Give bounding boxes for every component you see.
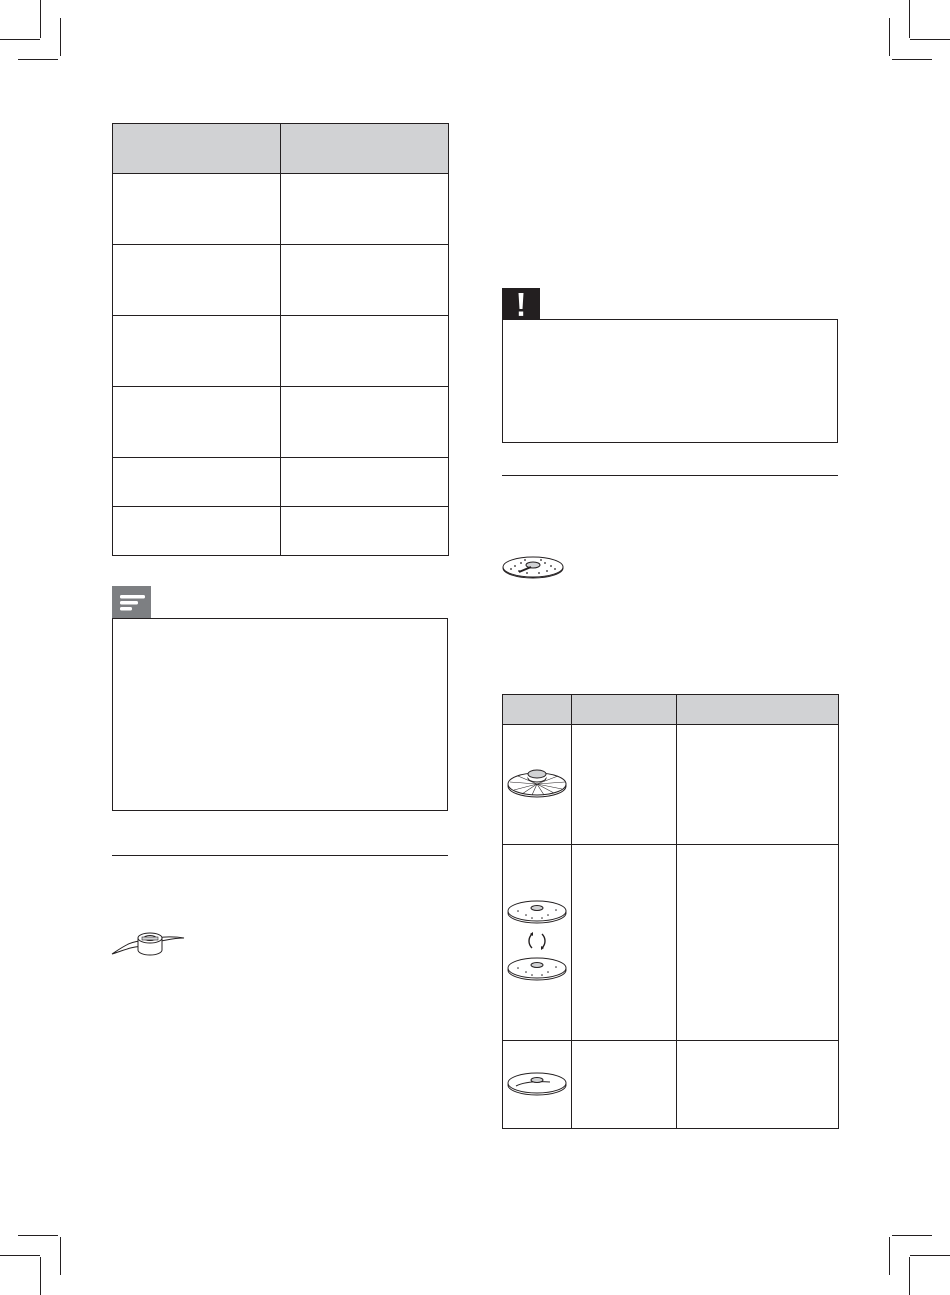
table-header-cell xyxy=(503,695,572,725)
table-cell xyxy=(113,174,281,245)
section-divider xyxy=(502,475,838,476)
crop-mark xyxy=(40,0,41,38)
note-icon xyxy=(112,586,151,619)
note-tab xyxy=(112,586,151,619)
crop-mark xyxy=(910,39,950,40)
crop-mark xyxy=(909,1257,910,1295)
note-box xyxy=(112,618,448,811)
table-row xyxy=(503,725,839,845)
crop-mark xyxy=(60,18,61,56)
table-cell xyxy=(281,245,449,316)
table-cell xyxy=(113,245,281,316)
exclamation-icon xyxy=(502,288,540,320)
reversible-disc-icon xyxy=(506,898,568,984)
table-cell xyxy=(113,387,281,458)
crop-mark xyxy=(910,1255,950,1256)
caution-tab xyxy=(502,288,540,320)
table-header-cell xyxy=(572,695,677,725)
caution-box xyxy=(502,319,838,443)
table-cell xyxy=(281,316,449,387)
slicing-disc-icon xyxy=(506,1068,568,1098)
crop-mark xyxy=(892,1235,932,1236)
speed-table xyxy=(112,123,449,556)
table-header-cell xyxy=(113,124,281,174)
crop-mark xyxy=(60,1237,61,1275)
table-cell xyxy=(677,725,839,845)
crop-mark xyxy=(18,1235,58,1236)
table-cell xyxy=(113,507,281,556)
table-row xyxy=(503,845,839,1041)
table-cell xyxy=(113,458,281,507)
table-row xyxy=(113,507,449,556)
grating-disc-icon xyxy=(501,552,565,580)
table-cell xyxy=(572,725,677,845)
crop-mark xyxy=(0,1255,40,1256)
table-row xyxy=(113,316,449,387)
section-divider xyxy=(112,855,448,856)
table-cell xyxy=(503,845,572,1041)
crop-mark xyxy=(889,1237,890,1275)
table-cell xyxy=(677,845,839,1041)
crop-mark xyxy=(892,59,932,60)
crop-mark xyxy=(18,59,58,60)
table-cell xyxy=(503,1041,572,1129)
table-cell xyxy=(281,387,449,458)
table-row xyxy=(113,387,449,458)
table-cell xyxy=(281,507,449,556)
table-cell xyxy=(677,1041,839,1129)
table-row xyxy=(113,458,449,507)
table-cell xyxy=(572,1041,677,1129)
crop-mark xyxy=(40,1257,41,1295)
table-header-cell xyxy=(281,124,449,174)
table-cell xyxy=(503,725,572,845)
chopping-blade-icon xyxy=(110,926,186,960)
table-header-cell xyxy=(677,695,839,725)
table-row xyxy=(503,1041,839,1129)
table-cell xyxy=(113,316,281,387)
emulsifying-disc-icon xyxy=(506,766,568,800)
crop-mark xyxy=(0,39,40,40)
table-row xyxy=(113,174,449,245)
table-cell xyxy=(281,458,449,507)
disc-table xyxy=(502,694,839,1129)
table-cell xyxy=(572,845,677,1041)
crop-mark xyxy=(909,0,910,38)
table-cell xyxy=(281,174,449,245)
table-row xyxy=(113,245,449,316)
crop-mark xyxy=(889,18,890,56)
